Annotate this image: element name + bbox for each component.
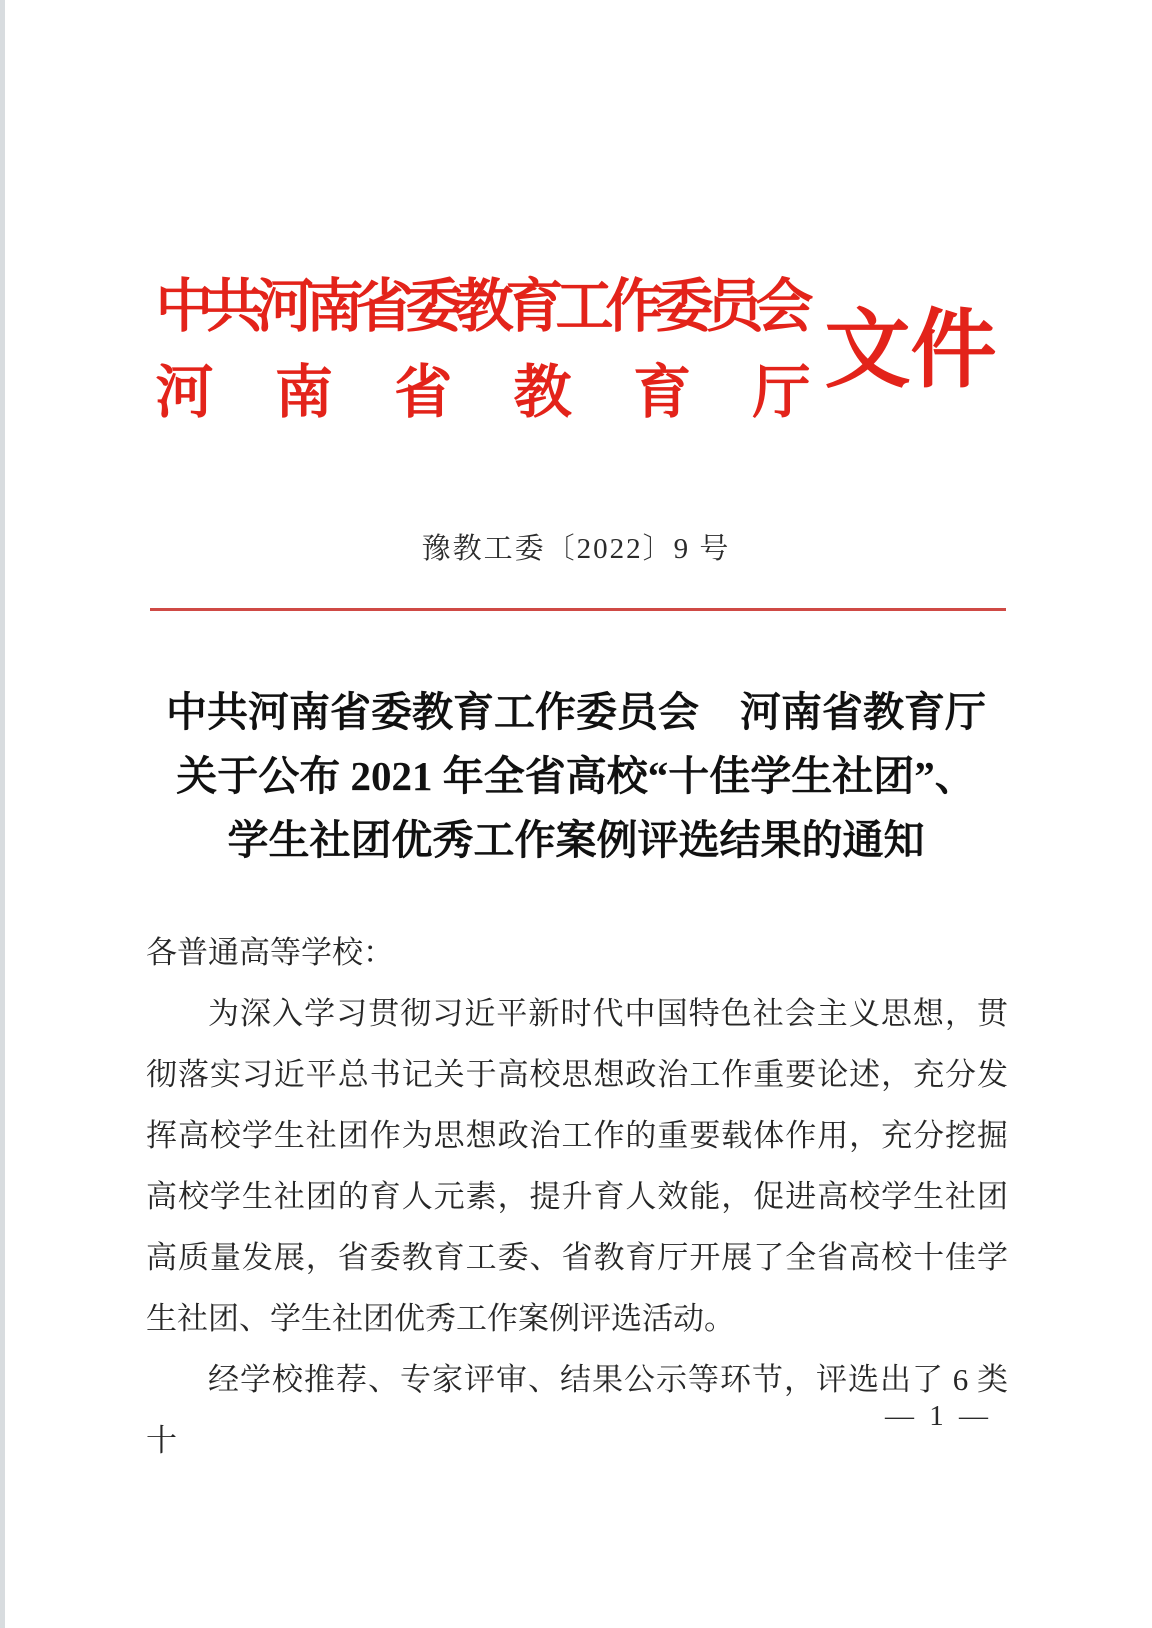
salutation: 各普通高等学校： bbox=[146, 935, 394, 970]
red-separator-rule bbox=[150, 608, 1006, 611]
body-paragraph-1: 为深入学习贯彻习近平新时代中国特色社会主义思想，贯彻落实习近平总书记关于高校思想政治工作重要论述，充分发挥高校学生社团作为思想政治工作的重要载体作用，充分挖掘高校学生社团的育人元素，提升育人效能，促进高校学生社团高质量发展，省委教育工委、省教育厅开展了全省高校十佳学生社团、学生社团优秀工作案例评选活动。 bbox=[146, 996, 1008, 1336]
document-body bbox=[146, 922, 1008, 1471]
document-word: 文件 bbox=[824, 302, 997, 398]
org-name-education-work-committee: 中共河南省委教育工作委员会 bbox=[155, 274, 806, 339]
title-line-1: 中共河南省委教育工作委员会 河南省教育厅 bbox=[166, 689, 986, 735]
red-letterhead bbox=[0, 272, 1152, 428]
org-name-education-department: 河 南 省 教 育 厅 bbox=[155, 360, 811, 425]
title-line-3: 学生社团优秀工作案例评选结果的通知 bbox=[227, 817, 925, 863]
page-number: — 1 — bbox=[885, 1400, 992, 1432]
document-title bbox=[0, 680, 1152, 872]
title-line-2: 关于公布 2021 年全省高校“十佳学生社团”、 bbox=[176, 753, 976, 799]
body-paragraph-2: 经学校推荐、专家评审、结果公示等环节，评选出了 6 类十 bbox=[146, 1362, 1008, 1458]
issuing-organizations bbox=[156, 272, 811, 428]
document-reference-number: 豫教工委〔2022〕9 号 bbox=[421, 533, 731, 565]
